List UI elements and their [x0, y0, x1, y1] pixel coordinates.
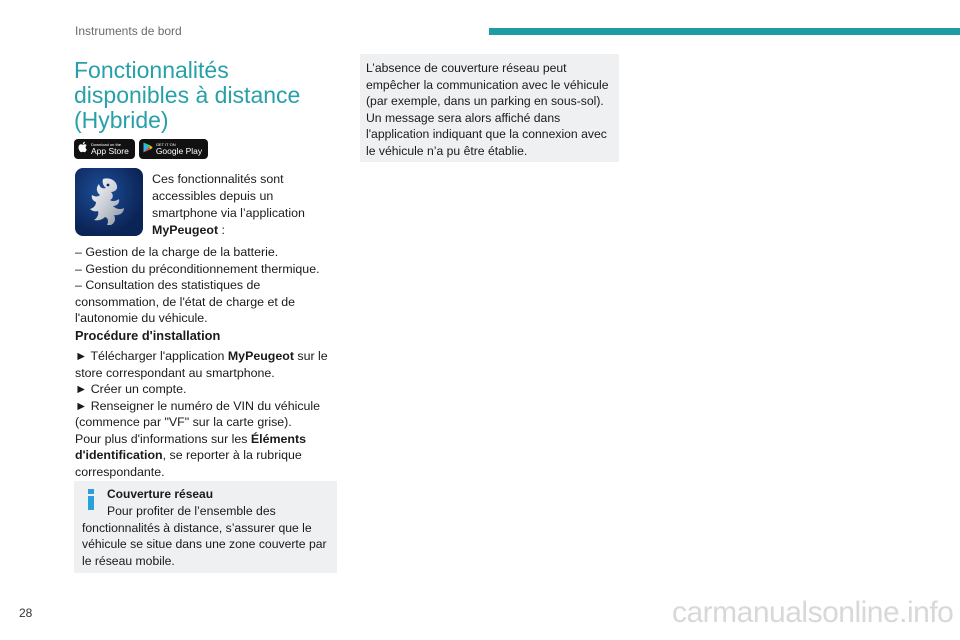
google-play-small-text: GET IT ON — [155, 141, 176, 147]
procedure-step-2: ► Créer un compte. — [75, 382, 187, 396]
peugeot-lion-icon — [83, 175, 135, 229]
section-title: Fonctionnalités disponibles à distance (Hybride) — [74, 57, 301, 133]
intro-suffix: : — [218, 223, 225, 237]
network-warning-text: L’absence de couverture réseau peut empêcher la communication avec le véhicule (par exemple, dans un parking en sous-sol). Un message sera alors affiché dans l'application indiquant que la connexion avec le véhicule n’a pu être établie. — [366, 61, 609, 158]
watermark: carmanualsonline.info — [672, 596, 954, 629]
intro-text: Ces fonctionnalités sont accessibles depuis un smartphone via l’application — [152, 172, 305, 220]
google-play-big-text: Google Play — [155, 145, 203, 156]
list-item: – Consultation des statistiques de consommation, de l'état de charge et de l'autonomie du véhicule. — [75, 278, 296, 325]
mypeugeot-app-icon — [75, 168, 143, 236]
more-info-link-text: Éléments d'identification — [75, 431, 307, 462]
step1-pre: ► Télécharger l'application — [75, 349, 228, 363]
step1-app-name: MyPeugeot — [227, 349, 294, 363]
network-info-box — [74, 481, 337, 573]
list-item: – Gestion de la charge de la batterie. — [75, 245, 279, 259]
google-play-badge[interactable] — [139, 139, 208, 159]
procedure-step-1 — [75, 348, 337, 381]
more-info-pre: Pour plus d'informations sur les — [75, 431, 251, 446]
intro-app-name: MyPeugeot — [152, 223, 219, 237]
feature-list — [75, 244, 337, 327]
procedure-title: Procédure d'installation — [75, 328, 221, 343]
store-badges — [74, 139, 208, 159]
step1-post: sur le store correspondant au smartphone. — [75, 349, 328, 380]
google-play-icon — [143, 140, 153, 158]
intro-paragraph — [152, 171, 332, 239]
more-info-paragraph — [75, 431, 337, 481]
list-item: – Gestion du préconditionnement thermique. — [75, 261, 320, 276]
info-box-text: Pour profiter de l’ensemble des fonctionnalités à distance, s’assurer que le véhicule se situe dans une zone couverte par le réseau mobile. — [82, 504, 327, 568]
procedure-steps — [75, 348, 337, 480]
header-accent-bar — [489, 28, 960, 35]
procedure-step-3: ► Renseigner le numéro de VIN du véhicule (commence par "VF" sur la carte grise). — [75, 398, 321, 429]
running-header: Instruments de bord — [75, 24, 182, 38]
apple-icon — [78, 140, 88, 158]
more-info-post: , se reporter à la rubrique correspondante. — [75, 448, 302, 479]
network-warning-box — [360, 54, 619, 162]
app-store-big-text: App Store — [91, 145, 129, 156]
app-store-badge[interactable] — [74, 139, 135, 159]
page-number: 28 — [19, 606, 33, 620]
info-box-title: Couverture réseau — [107, 487, 214, 501]
app-store-small-text: Download on the — [91, 141, 122, 147]
